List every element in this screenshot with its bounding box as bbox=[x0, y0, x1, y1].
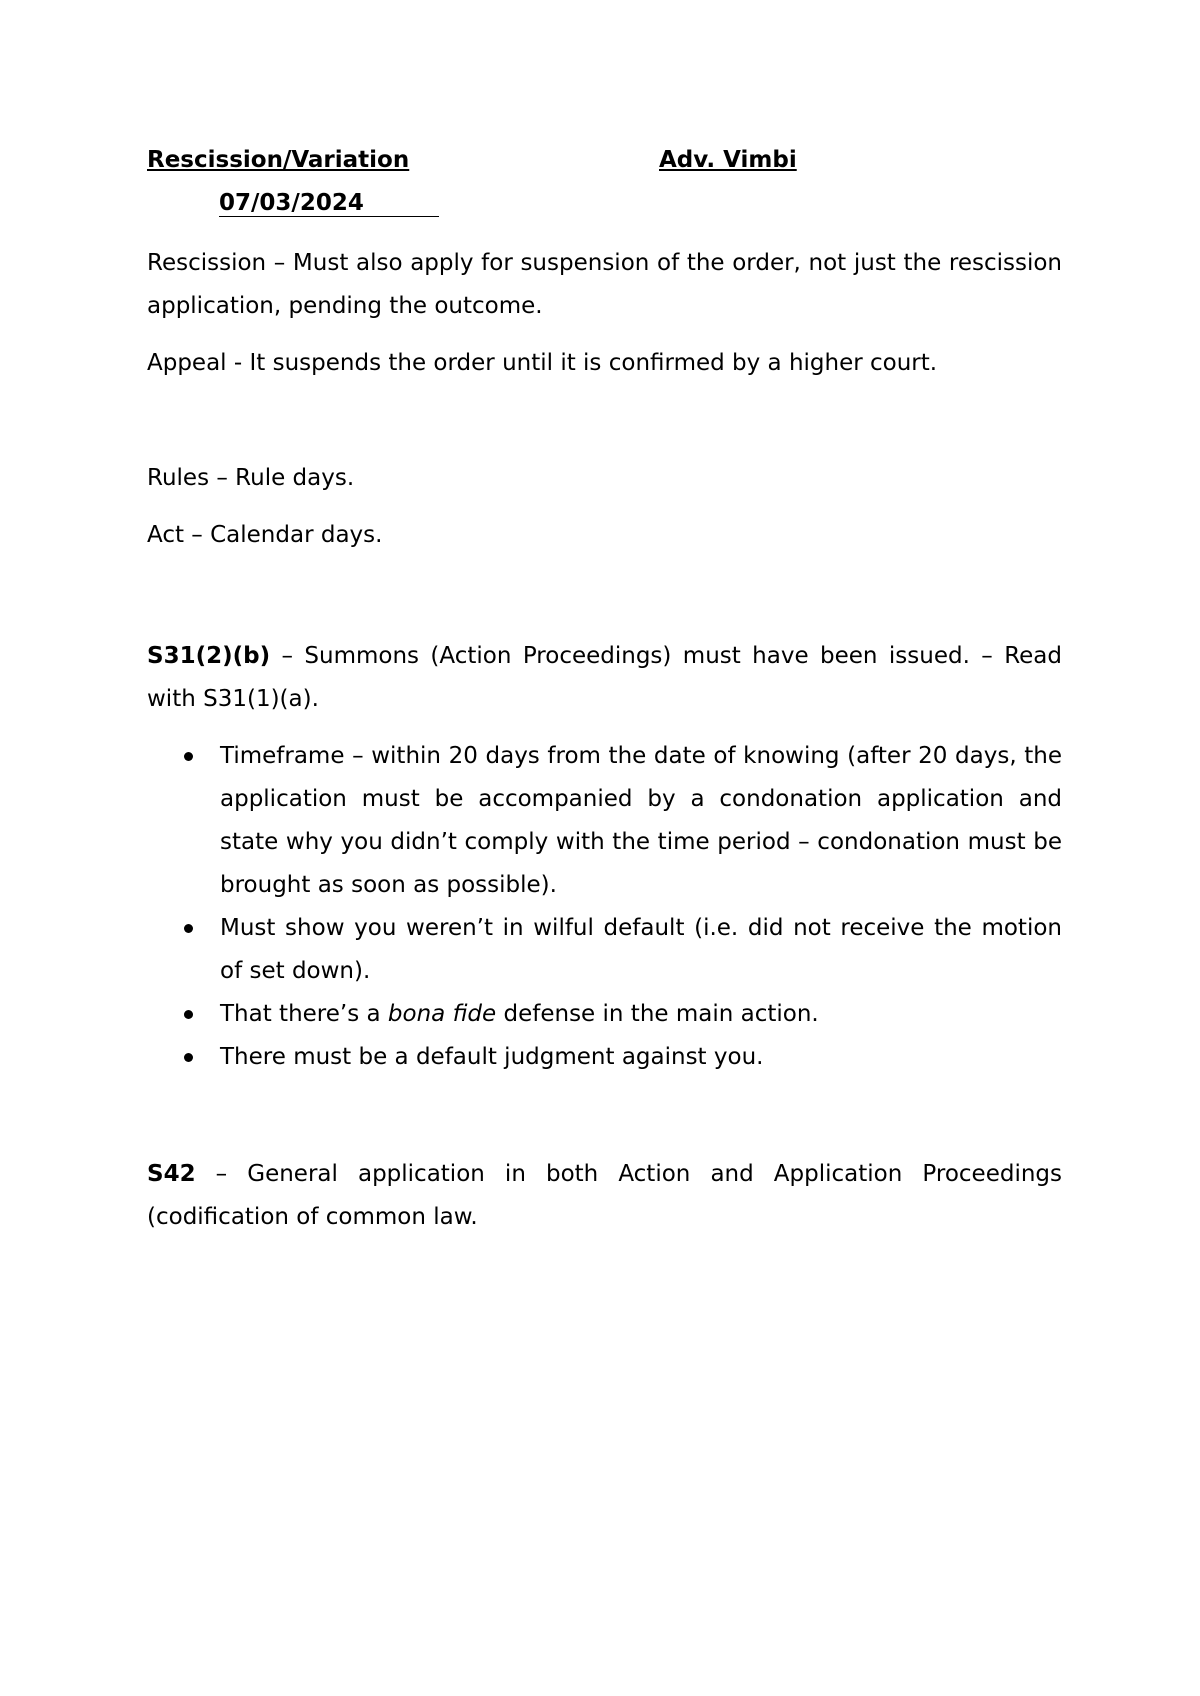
document-date: 07/03/2024 bbox=[219, 188, 439, 217]
rules-paragraph: Rules – Rule days. bbox=[147, 465, 355, 491]
s42-label: S42 bbox=[147, 1161, 196, 1187]
list-item-text-post: defense in the main action. bbox=[496, 1001, 819, 1027]
s31-requirements-list bbox=[147, 735, 1062, 1079]
bullet-icon bbox=[184, 924, 193, 933]
s31-text: – Summons (Action Proceedings) must have been issued. – Read with S31(1)(a). bbox=[147, 643, 1062, 712]
bullet-icon bbox=[184, 752, 193, 761]
appeal-paragraph: Appeal - It suspends the order until it is confirmed by a higher court. bbox=[147, 350, 938, 376]
list-item bbox=[147, 993, 1062, 1036]
list-item-text-pre: That there’s a bbox=[220, 1001, 388, 1027]
bullet-icon bbox=[184, 1053, 193, 1062]
list-item-emphasis: bona fide bbox=[387, 1001, 497, 1027]
act-paragraph: Act – Calendar days. bbox=[147, 522, 383, 548]
list-item bbox=[147, 735, 1062, 907]
list-item-text: Timeframe – within 20 days from the date of knowing (after 20 days, the application must be accompanied by a condonation application and state why you didn’t comply with the time period – condonation must be brought as soon as possible). bbox=[220, 743, 1062, 898]
list-item-text: Must show you weren’t in wilful default (i.e. did not receive the motion of set down). bbox=[220, 915, 1062, 984]
s42-paragraph bbox=[147, 1153, 1062, 1239]
list-item bbox=[147, 907, 1062, 993]
document-title: Rescission/Variation bbox=[147, 147, 410, 173]
bullet-icon bbox=[184, 1010, 193, 1019]
s31-paragraph bbox=[147, 635, 1062, 721]
s31-label: S31(2)(b) bbox=[147, 643, 271, 669]
list-item-text: There must be a default judgment against you. bbox=[220, 1044, 764, 1070]
rescission-paragraph: Rescission – Must also apply for suspension of the order, not just the rescission application, pending the outcome. bbox=[147, 250, 1062, 319]
s42-text: – General application in both Action and Application Proceedings (codification of common law. bbox=[147, 1161, 1062, 1230]
list-item bbox=[147, 1036, 1062, 1079]
author-name: Adv. Vimbi bbox=[659, 147, 797, 173]
